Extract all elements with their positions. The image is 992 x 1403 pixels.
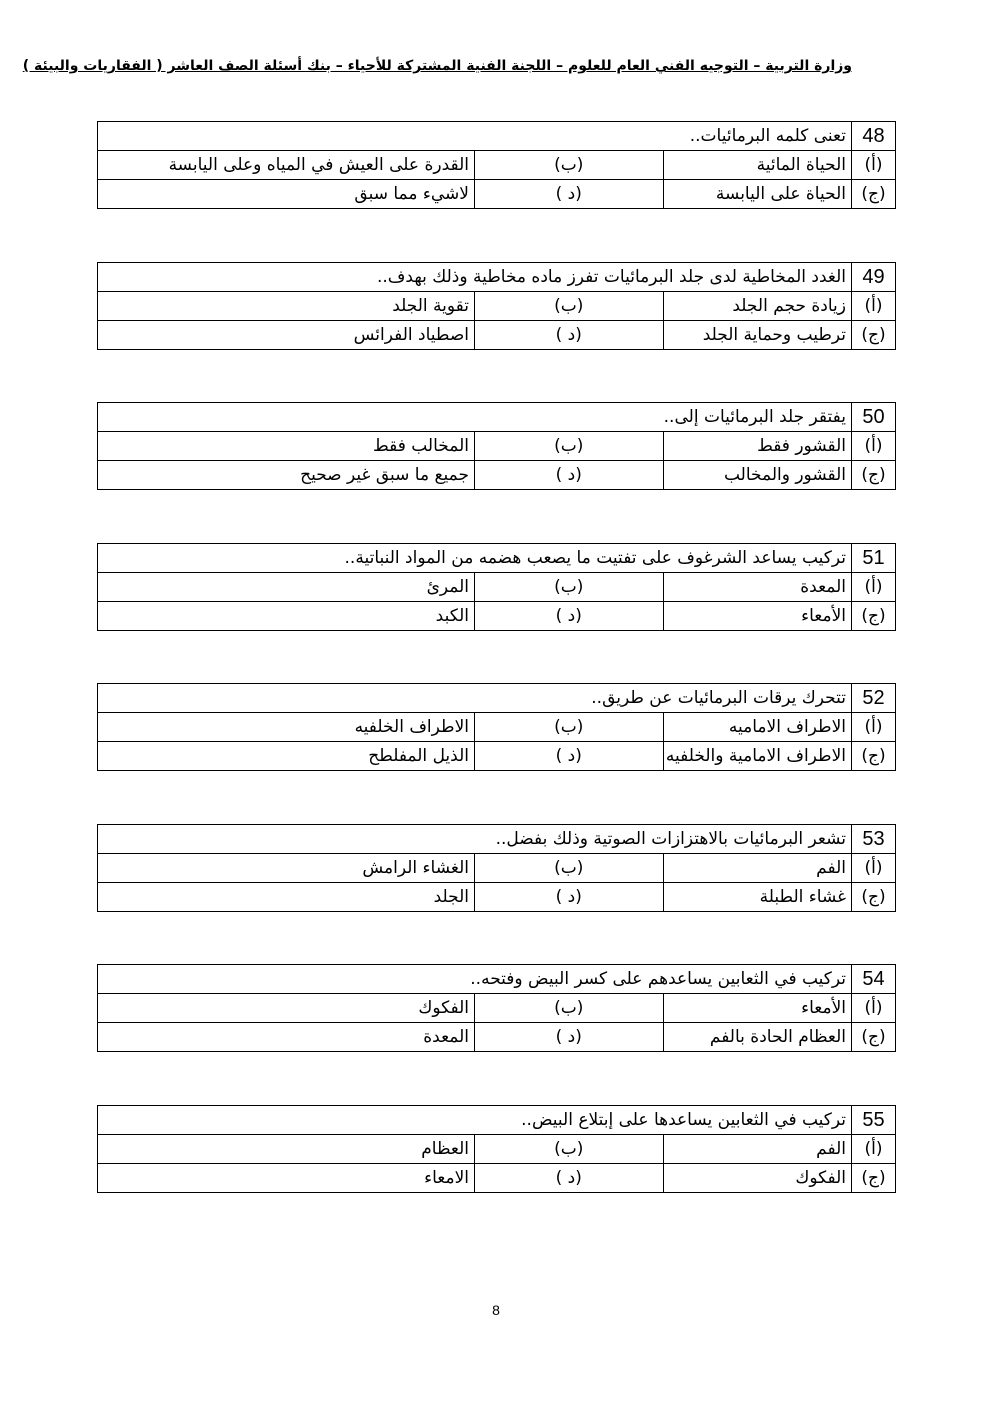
option-b: المخالب فقط [98,432,475,461]
option-a: الفم [663,854,852,883]
question-row [98,825,896,854]
option-d: لاشيء مما سبق [98,180,475,209]
option-d-label: (د ) [475,1023,664,1052]
option-b: الفكوك [98,994,475,1023]
option-d-label: (د ) [475,1164,664,1193]
option-a: الأمعاء [663,994,852,1023]
options-row [98,432,896,461]
question-text: الغدد المخاطية لدى جلد البرمائيات تفرز ماده مخاطية وذلك بهدف.. [98,263,852,292]
question-number: 53 [852,825,896,854]
option-a-label: (أ) [852,432,896,461]
option-d-label: (د ) [475,742,664,771]
option-c-label: (ج) [852,742,896,771]
page-number: 8 [492,1302,500,1318]
option-d: جميع ما سبق غير صحيح [98,461,475,490]
option-c-label: (ج) [852,1164,896,1193]
option-d: الكبد [98,602,475,631]
question-number: 51 [852,544,896,573]
option-d: الامعاء [98,1164,475,1193]
option-a: الاطراف الاماميه [663,713,852,742]
option-c: الأمعاء [663,602,852,631]
option-b: الغشاء الرامش [98,854,475,883]
option-d: الذيل المفلطح [98,742,475,771]
option-a: زيادة حجم الجلد [663,292,852,321]
option-a-label: (أ) [852,292,896,321]
option-d: الجلد [98,883,475,912]
option-a: القشور فقط [663,432,852,461]
option-b: العظام [98,1135,475,1164]
option-b: المرئ [98,573,475,602]
options-row [98,994,896,1023]
options-row [98,1023,896,1052]
question-text: تعنى كلمه البرمائيات.. [98,122,852,151]
question-number: 49 [852,263,896,292]
option-c-label: (ج) [852,180,896,209]
option-c: القشور والمخالب [663,461,852,490]
question-table [97,964,896,1052]
option-b-label: (ب) [475,1135,664,1164]
question-number: 55 [852,1106,896,1135]
option-b: القدرة على العيش في المياه وعلى اليابسة [98,151,475,180]
options-row [98,602,896,631]
option-b: تقوية الجلد [98,292,475,321]
option-a-label: (أ) [852,151,896,180]
option-c-label: (ج) [852,883,896,912]
options-row [98,321,896,350]
question-row [98,544,896,573]
option-d: اصطياد الفرائس [98,321,475,350]
question-table [97,824,896,912]
question-text: تشعر البرمائيات بالاهتزازات الصوتية وذلك بفضل.. [98,825,852,854]
question-text: يفتقر جلد البرمائيات إلى.. [98,403,852,432]
question-number: 50 [852,403,896,432]
question-table [97,402,896,490]
option-a-label: (أ) [852,854,896,883]
options-row [98,883,896,912]
option-b-label: (ب) [475,994,664,1023]
option-c-label: (ج) [852,602,896,631]
option-a-label: (أ) [852,573,896,602]
options-row [98,180,896,209]
question-text: تركيب في الثعابين يساعدهم على كسر البيض وفتحه.. [98,965,852,994]
option-c-label: (ج) [852,461,896,490]
option-b: الاطراف الخلفيه [98,713,475,742]
option-c-label: (ج) [852,1023,896,1052]
question-table [97,1105,896,1193]
option-a: الحياة المائية [663,151,852,180]
question-text: تركيب يساعد الشرغوف على تفتيت ما يصعب هضمه من المواد النباتية.. [98,544,852,573]
option-c: ترطيب وحماية الجلد [663,321,852,350]
question-row [98,1106,896,1135]
option-c: غشاء الطبلة [663,883,852,912]
question-row [98,965,896,994]
option-d-label: (د ) [475,883,664,912]
question-table [97,683,896,771]
question-text: تركيب في الثعابين يساعدها على إبتلاع البيض.. [98,1106,852,1135]
option-a: الفم [663,1135,852,1164]
options-row [98,742,896,771]
options-row [98,292,896,321]
question-table [97,543,896,631]
option-d-label: (د ) [475,321,664,350]
option-c: العظام الحادة بالفم [663,1023,852,1052]
question-table [97,121,896,209]
option-c-label: (ج) [852,321,896,350]
option-d-label: (د ) [475,180,664,209]
option-b-label: (ب) [475,151,664,180]
option-b-label: (ب) [475,573,664,602]
question-row [98,684,896,713]
options-row [98,713,896,742]
question-number: 52 [852,684,896,713]
option-a: المعدة [663,573,852,602]
question-row [98,122,896,151]
option-d-label: (د ) [475,461,664,490]
option-b-label: (ب) [475,713,664,742]
options-row [98,573,896,602]
question-text: تتحرك يرقات البرمائيات عن طريق.. [98,684,852,713]
option-a-label: (أ) [852,1135,896,1164]
option-d-label: (د ) [475,602,664,631]
options-row [98,1135,896,1164]
question-row [98,403,896,432]
question-number: 54 [852,965,896,994]
option-c: الحياة على اليابسة [663,180,852,209]
option-b-label: (ب) [475,292,664,321]
options-row [98,854,896,883]
options-row [98,461,896,490]
question-table [97,262,896,350]
page-header: وزارة التربية – التوجيه الفني العام للعلوم – اللجنة الفنية المشتركة للأحياء – بنك أسئلة الصف العاشر ( الفقاريات والبيئة ) [22,58,852,74]
option-b-label: (ب) [475,854,664,883]
option-c: الفكوك [663,1164,852,1193]
question-row [98,263,896,292]
options-row [98,1164,896,1193]
options-row [98,151,896,180]
option-a-label: (أ) [852,713,896,742]
option-d: المعدة [98,1023,475,1052]
option-c: الاطراف الامامية والخلفيه [663,742,852,771]
question-number: 48 [852,122,896,151]
option-a-label: (أ) [852,994,896,1023]
option-b-label: (ب) [475,432,664,461]
